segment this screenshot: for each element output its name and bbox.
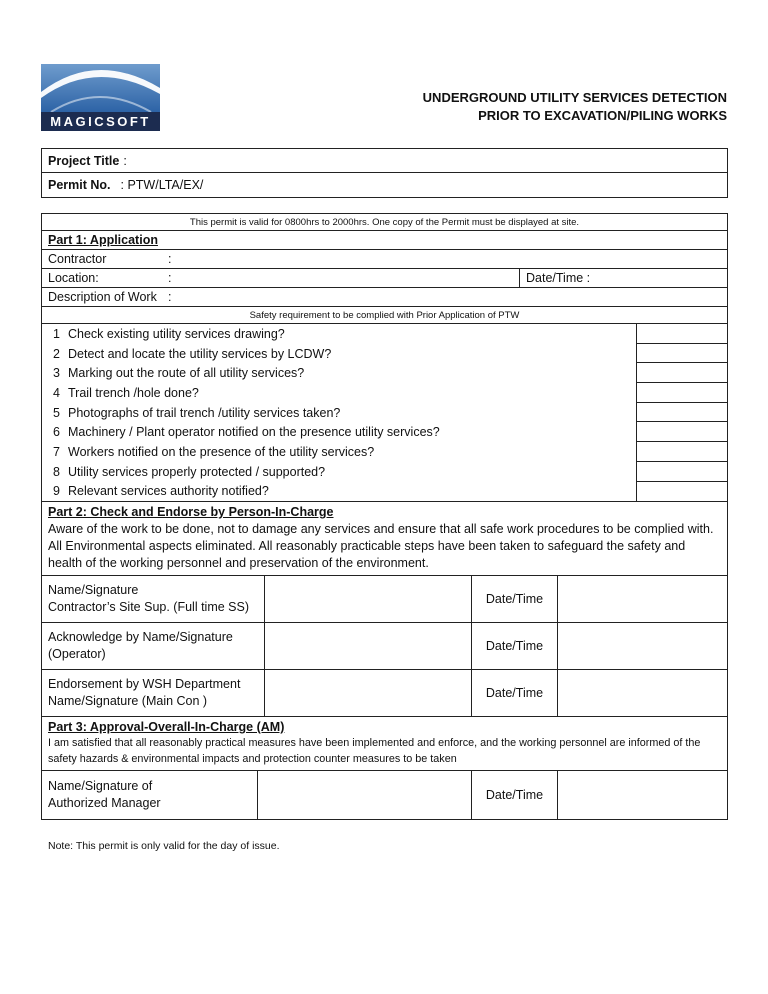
location-row	[42, 269, 727, 288]
checklist-item	[42, 383, 727, 403]
checklist-text: Utility services properly protected / supported?	[68, 464, 326, 479]
checklist-item	[42, 403, 727, 423]
checklist-check-box[interactable]	[636, 344, 727, 364]
permit-no-field[interactable]: : PTW/LTA/EX/	[120, 178, 204, 192]
checklist-number: 6	[53, 425, 60, 440]
checklist-number: 5	[53, 405, 60, 420]
checklist-text: Check existing utility services drawing?	[68, 326, 285, 341]
location-label: Location:	[48, 271, 99, 285]
document-title	[423, 89, 727, 125]
part2-paragraph-1: Aware of the work to be done, not to damage any services and ensure that all safe work procedures to be complied with.	[48, 522, 714, 537]
signature-label-line-1: Name/Signature	[48, 583, 139, 598]
validity-note: This permit is valid for 0800hrs to 2000hrs. One copy of the Permit must be displayed at site.	[42, 214, 727, 231]
application-datetime-field[interactable]: Date/Time :	[519, 269, 727, 287]
signature-label	[42, 771, 258, 819]
signature-label-line-1: Name/Signature of	[48, 779, 153, 794]
part2-paragraph-2: All Environmental aspects eliminated. All reasonably practicable steps have been taken to safeguard the safety and health of the working personnel and preservation of the environment.	[48, 539, 686, 571]
checklist-item	[42, 324, 727, 344]
part3-heading: Part 3: Approval-Overall-In-Charge (AM)	[48, 720, 285, 735]
checklist-text: Workers notified on the presence of the utility services?	[68, 444, 375, 459]
datetime-field[interactable]	[558, 771, 727, 819]
signature-field[interactable]	[265, 576, 472, 622]
checklist-check-box[interactable]	[636, 363, 727, 383]
datetime-field[interactable]	[558, 670, 727, 716]
safety-requirement-note: Safety requirement to be complied with Prior Application of PTW	[42, 307, 727, 324]
checklist-check-box[interactable]	[636, 482, 727, 502]
part2-section	[42, 502, 727, 576]
title-line-2: PRIOR TO EXCAVATION/PILING WORKS	[478, 108, 727, 123]
signature-row-manager	[42, 771, 727, 819]
project-title-label: Project Title	[48, 153, 120, 168]
checklist-check-box[interactable]	[636, 324, 727, 344]
permit-no-row	[42, 173, 727, 197]
checklist-text: Marking out the route of all utility services?	[68, 366, 305, 381]
permit-form	[41, 213, 728, 820]
checklist-number: 8	[53, 464, 60, 479]
description-field[interactable]: :	[168, 290, 172, 304]
checklist-item	[42, 363, 727, 383]
checklist-item	[42, 482, 727, 502]
description-label: Description of Work	[48, 290, 157, 304]
signature-row-wsh	[42, 670, 727, 717]
contractor-label: Contractor	[48, 252, 107, 266]
title-line-1: UNDERGROUND UTILITY SERVICES DETECTION	[422, 90, 727, 105]
signature-row-operator	[42, 623, 727, 670]
signature-label-line-1: Endorsement by WSH Department	[48, 677, 241, 692]
signature-label-line-2: Authorized Manager	[48, 796, 161, 811]
signature-label-line-1: Acknowledge by Name/Signature	[48, 630, 233, 645]
checklist-check-box[interactable]	[636, 422, 727, 442]
signature-label	[42, 670, 265, 716]
signature-label-line-2: (Operator)	[48, 647, 106, 662]
project-title-row	[42, 149, 727, 173]
logo-arc-graphic	[41, 64, 160, 112]
datetime-field[interactable]	[558, 623, 727, 669]
project-box	[41, 148, 728, 198]
part3-section	[42, 717, 727, 771]
location-field[interactable]: :	[168, 271, 172, 285]
part1-heading: Part 1: Application	[42, 231, 727, 250]
checklist-number: 9	[53, 484, 60, 499]
checklist-text: Machinery / Plant operator notified on the presence utility services?	[68, 425, 440, 440]
contractor-row	[42, 250, 727, 269]
datetime-field[interactable]	[558, 576, 727, 622]
checklist-item	[42, 462, 727, 482]
checklist-check-box[interactable]	[636, 462, 727, 482]
permit-no-label: Permit No.	[48, 178, 111, 192]
datetime-label: Date/Time	[472, 670, 558, 716]
checklist-check-box[interactable]	[636, 442, 727, 462]
checklist-number: 7	[53, 444, 60, 459]
signature-field[interactable]	[265, 670, 472, 716]
part2-heading: Part 2: Check and Endorse by Person-In-Charge	[48, 505, 334, 520]
datetime-label: Date/Time	[472, 623, 558, 669]
checklist-number: 2	[53, 346, 60, 361]
datetime-label: Date/Time	[472, 771, 558, 819]
safety-checklist	[42, 324, 727, 502]
checklist-check-box[interactable]	[636, 383, 727, 403]
checklist-number: 4	[53, 385, 60, 400]
description-row	[42, 288, 727, 307]
checklist-text: Photographs of trail trench /utility services taken?	[68, 405, 341, 420]
company-logo	[41, 64, 160, 131]
signature-field[interactable]	[258, 771, 472, 819]
signature-label	[42, 623, 265, 669]
logo-wordmark: MAGICSOFT	[41, 112, 160, 131]
signature-label-line-2: Name/Signature (Main Con )	[48, 694, 208, 709]
datetime-label: Date/Time	[472, 576, 558, 622]
checklist-item	[42, 344, 727, 364]
part3-paragraph: I am satisfied that all reasonably practical measures have been implemented and enforce, and the working personnel are informed of the safety hazards & environmental impacts and protection counter measures to be taken	[48, 737, 701, 766]
signature-field[interactable]	[265, 623, 472, 669]
signature-row-site-supervisor	[42, 576, 727, 623]
checklist-item	[42, 442, 727, 462]
checklist-number: 1	[53, 326, 60, 341]
project-title-field[interactable]: :	[123, 153, 127, 168]
signature-label-line-2: Contractor’s Site Sup. (Full time SS)	[48, 600, 249, 615]
checklist-text: Trail trench /hole done?	[68, 385, 199, 400]
checklist-check-box[interactable]	[636, 403, 727, 423]
checklist-item	[42, 422, 727, 442]
signature-label	[42, 576, 265, 622]
validity-footnote: Note: This permit is only valid for the day of issue.	[48, 840, 280, 852]
checklist-text: Relevant services authority notified?	[68, 484, 269, 499]
contractor-field[interactable]: :	[168, 252, 172, 266]
checklist-text: Detect and locate the utility services by LCDW?	[68, 346, 332, 361]
checklist-number: 3	[53, 366, 60, 381]
